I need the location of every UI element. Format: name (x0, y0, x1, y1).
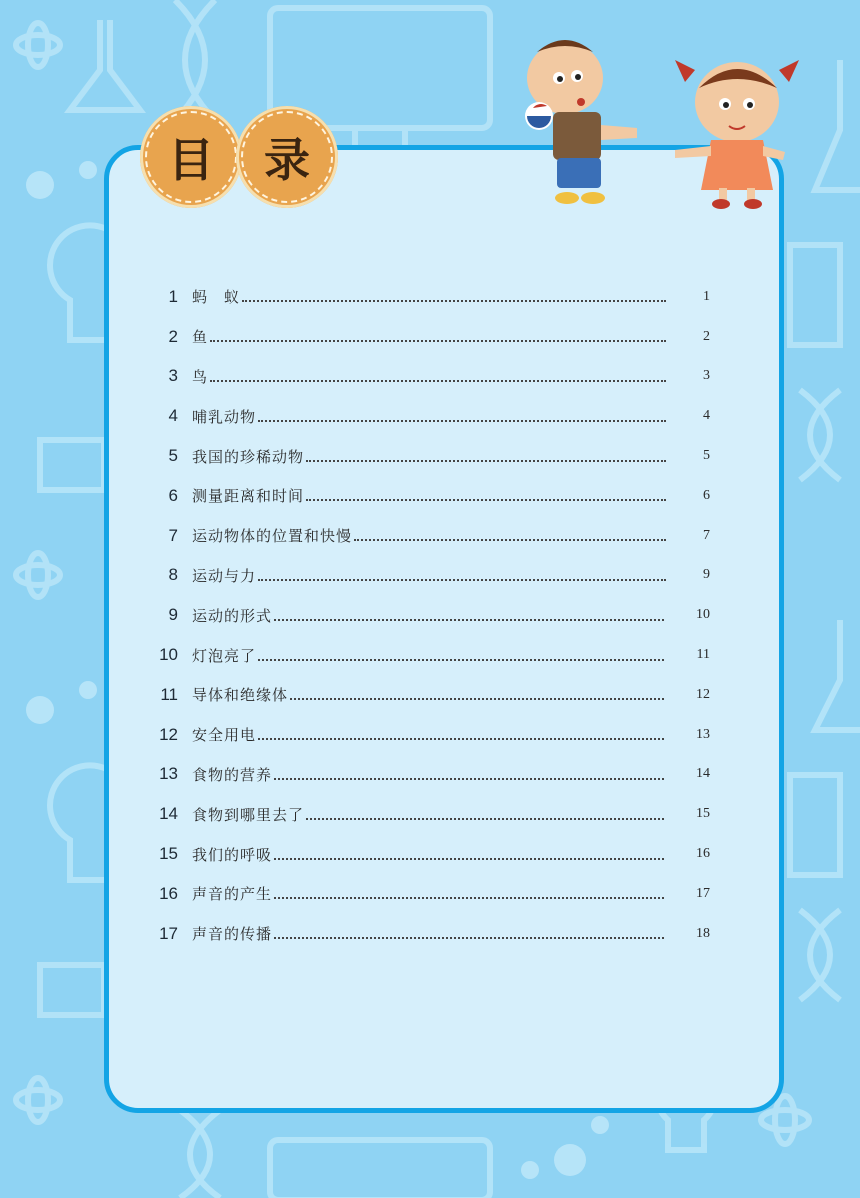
toc-entry[interactable] (150, 914, 710, 954)
toc-entry[interactable] (150, 834, 710, 874)
molecule-icon (26, 696, 54, 724)
toc-leader-dots (258, 578, 666, 581)
toc-entry-number: 4 (168, 406, 178, 426)
toc-entry-title: 运动物体的位置和快慢 (192, 527, 353, 546)
toc-leader-dots (274, 777, 664, 780)
toc-entry[interactable] (150, 277, 710, 317)
toc-entry-page: 11 (696, 647, 710, 663)
toc-entry[interactable] (150, 357, 710, 397)
toc-entry-page: 7 (703, 527, 710, 543)
toc-entry-number: 17 (159, 923, 178, 943)
molecule-icon (554, 1144, 586, 1176)
toc-entry[interactable] (150, 755, 710, 795)
toc-entry[interactable] (150, 635, 710, 675)
toc-entry-page: 1 (703, 288, 710, 304)
toc-leader-dots (274, 936, 664, 939)
toc-entry-title: 鱼 (192, 328, 209, 347)
toc-leader-dots (274, 618, 664, 621)
toc-entry[interactable] (150, 595, 710, 635)
toc-entry-title: 我国的珍稀动物 (192, 447, 305, 466)
toc-entry-title: 导体和绝缘体 (192, 686, 289, 705)
toc-entry-title: 蚂 蚁 (192, 288, 241, 307)
toc-entry-page: 6 (703, 487, 710, 503)
toc-entry-page: 9 (703, 567, 710, 583)
toc-leader-dots (290, 697, 664, 700)
toc-entry-title: 哺乳动物 (192, 407, 257, 426)
toc-entry-title: 声音的传播 (192, 925, 273, 944)
toc-entry[interactable] (150, 556, 710, 596)
toc-entry-title: 声音的产生 (192, 885, 273, 904)
toc-entry-number: 8 (168, 565, 178, 585)
toc-entry[interactable] (150, 476, 710, 516)
toc-entry-title: 测量距离和时间 (192, 487, 305, 506)
document-icon (790, 245, 840, 345)
toc-leader-dots (306, 817, 664, 820)
toc-entry-page: 4 (703, 408, 710, 424)
toc-entry-page: 15 (696, 806, 710, 822)
toc-leader-dots (210, 339, 666, 342)
toc-entry-page: 3 (703, 368, 710, 384)
toc-entry-number: 5 (168, 446, 178, 466)
toc-entry-title: 安全用电 (192, 726, 257, 745)
cartoon-kids-illustration (515, 30, 805, 210)
toc-entry-number: 16 (159, 883, 178, 903)
toc-entry-page: 5 (703, 448, 710, 464)
flask-icon (70, 20, 140, 110)
toc-entry-number: 2 (168, 326, 178, 346)
toc-entry-number: 12 (159, 724, 178, 744)
toc-entry-title: 我们的呼吸 (192, 845, 273, 864)
toc-leader-dots (258, 419, 666, 422)
toc-entry[interactable] (150, 794, 710, 834)
toc-entry-page: 12 (696, 686, 710, 702)
toc-entry-number: 6 (168, 485, 178, 505)
toc-entry[interactable] (150, 516, 710, 556)
toc-entry-number: 10 (159, 645, 178, 665)
toc-entry-title: 灯泡亮了 (192, 646, 257, 665)
heading-badge (140, 106, 242, 208)
heading-char: 目 (168, 133, 214, 187)
toc-leader-dots (258, 737, 664, 740)
toc-entry-title: 鸟 (192, 367, 209, 386)
heading-badge (236, 106, 338, 208)
toc-entry-title: 食物到哪里去了 (192, 805, 305, 824)
monitor-icon (40, 965, 104, 1015)
toc-entry-number: 14 (159, 804, 178, 824)
boy-figure (525, 40, 637, 204)
flask-icon (815, 620, 860, 730)
toc-leader-dots (274, 857, 664, 860)
toc-entry[interactable] (150, 715, 710, 755)
toc-entry-title: 运动与力 (192, 566, 257, 585)
toc-leader-dots (274, 896, 664, 899)
toc-entry[interactable] (150, 317, 710, 357)
toc-entry[interactable] (150, 675, 710, 715)
flask-icon (815, 60, 860, 190)
toc-entry-title: 食物的营养 (192, 765, 273, 784)
toc-leader-dots (306, 459, 666, 462)
toc-entry-page: 18 (696, 925, 710, 941)
toc-entry-title: 运动的形式 (192, 606, 273, 625)
toc-entry-page: 17 (696, 885, 710, 901)
document-icon (790, 775, 840, 875)
toc-entry[interactable] (150, 396, 710, 436)
toc-entry-number: 13 (159, 764, 178, 784)
toc-entry-number: 7 (168, 525, 178, 545)
toc-leader-dots (354, 538, 666, 541)
molecule-icon (26, 171, 54, 199)
toc-leader-dots (306, 498, 666, 501)
monitor-icon (40, 440, 104, 490)
girl-figure (675, 60, 799, 209)
toc-entry-number: 9 (168, 605, 178, 625)
toc-entry-number: 15 (159, 844, 178, 864)
toc-entry-number: 3 (168, 366, 178, 386)
toc-entry-page: 16 (696, 846, 710, 862)
toc-leader-dots (242, 299, 666, 302)
toc-entry[interactable] (150, 436, 710, 476)
monitor-icon (270, 1140, 490, 1198)
toc-entry-page: 10 (696, 607, 710, 623)
toc-leader-dots (210, 379, 666, 382)
toc-entry-number: 1 (168, 286, 178, 306)
toc-entry-number: 11 (160, 684, 178, 704)
toc-leader-dots (258, 658, 664, 661)
table-of-contents (150, 277, 710, 954)
heading-char: 录 (264, 133, 310, 187)
toc-entry-page: 13 (696, 726, 710, 742)
toc-entry-page: 14 (696, 766, 710, 782)
toc-entry[interactable] (150, 874, 710, 914)
toc-entry-page: 2 (703, 328, 710, 344)
